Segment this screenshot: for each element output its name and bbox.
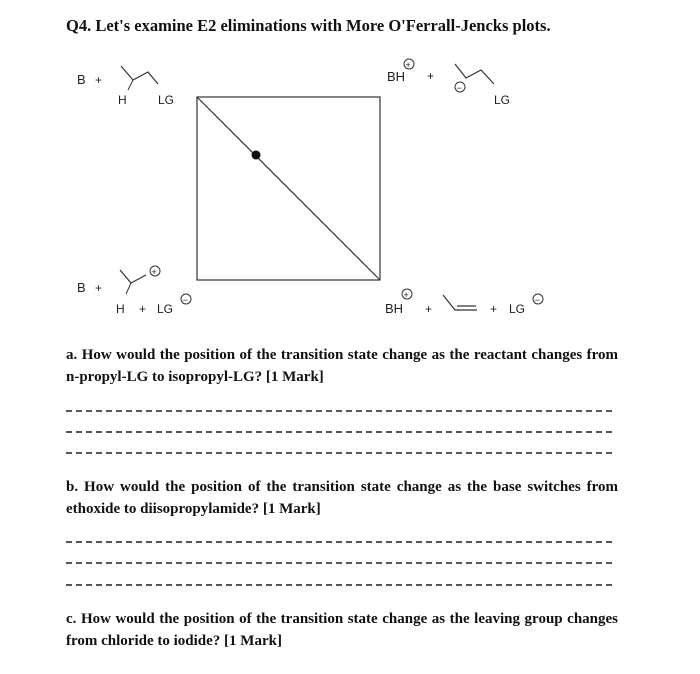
answer-line[interactable] xyxy=(66,541,612,543)
alkene-skeleton xyxy=(443,295,477,310)
question-a: a. How would the position of the transition state change as the reactant changes from n-propyl-LG to isopropyl-LG? [1 Mark] xyxy=(66,347,618,385)
plus-sign: + xyxy=(425,302,433,316)
lg-label: LG xyxy=(494,93,511,107)
bh-label: BH xyxy=(387,69,406,84)
charge-sign: − xyxy=(456,83,462,93)
lg-label: LG xyxy=(157,302,174,316)
h-bond xyxy=(128,80,133,90)
plus-sign: + xyxy=(95,73,103,87)
answer-line[interactable] xyxy=(66,431,612,433)
charge-sign: + xyxy=(151,267,157,277)
h-label: H xyxy=(116,302,125,316)
plus-sign: + xyxy=(490,302,498,316)
plus-sign: + xyxy=(95,281,103,295)
question-title: Q4. Let's examine E2 eliminations with More O'Ferrall-Jencks plots. xyxy=(66,16,551,35)
plus-sign: + xyxy=(427,69,435,83)
question-c: c. How would the position of the transition state change as the leaving group changes from chloride to iodide? [1 Mark] xyxy=(66,611,618,649)
h-bond xyxy=(126,283,131,294)
corner-bottom-left-carbocation xyxy=(77,266,191,316)
transition-state-point xyxy=(252,151,261,160)
plus-sign: + xyxy=(139,302,147,316)
concerted-diagonal xyxy=(197,97,380,280)
alkyl-skeleton xyxy=(455,64,494,84)
corner-top-left-reactant xyxy=(77,66,174,107)
base-label: B xyxy=(77,280,86,295)
question-b: b. How would the position of the transition state change as the base switches from ethoxide to diisopropylamide? [1 Mark] xyxy=(66,479,618,517)
answer-line[interactable] xyxy=(66,452,612,454)
answer-line[interactable] xyxy=(66,584,612,586)
bh-label: BH xyxy=(385,301,404,316)
charge-sign: − xyxy=(182,295,188,305)
alkyl-skeleton xyxy=(120,270,146,283)
lg-label: LG xyxy=(158,93,175,107)
h-label: H xyxy=(118,93,127,107)
corner-bottom-right-products xyxy=(385,289,543,316)
charge-sign: − xyxy=(534,295,540,305)
lg-label: LG xyxy=(509,302,526,316)
corner-top-right-carbanion xyxy=(387,59,510,107)
answer-line[interactable] xyxy=(66,562,612,564)
charge-sign: + xyxy=(403,290,409,300)
alkyl-skeleton xyxy=(121,66,158,84)
answer-line[interactable] xyxy=(66,410,612,412)
base-label: B xyxy=(77,72,86,87)
charge-sign: + xyxy=(405,60,411,70)
